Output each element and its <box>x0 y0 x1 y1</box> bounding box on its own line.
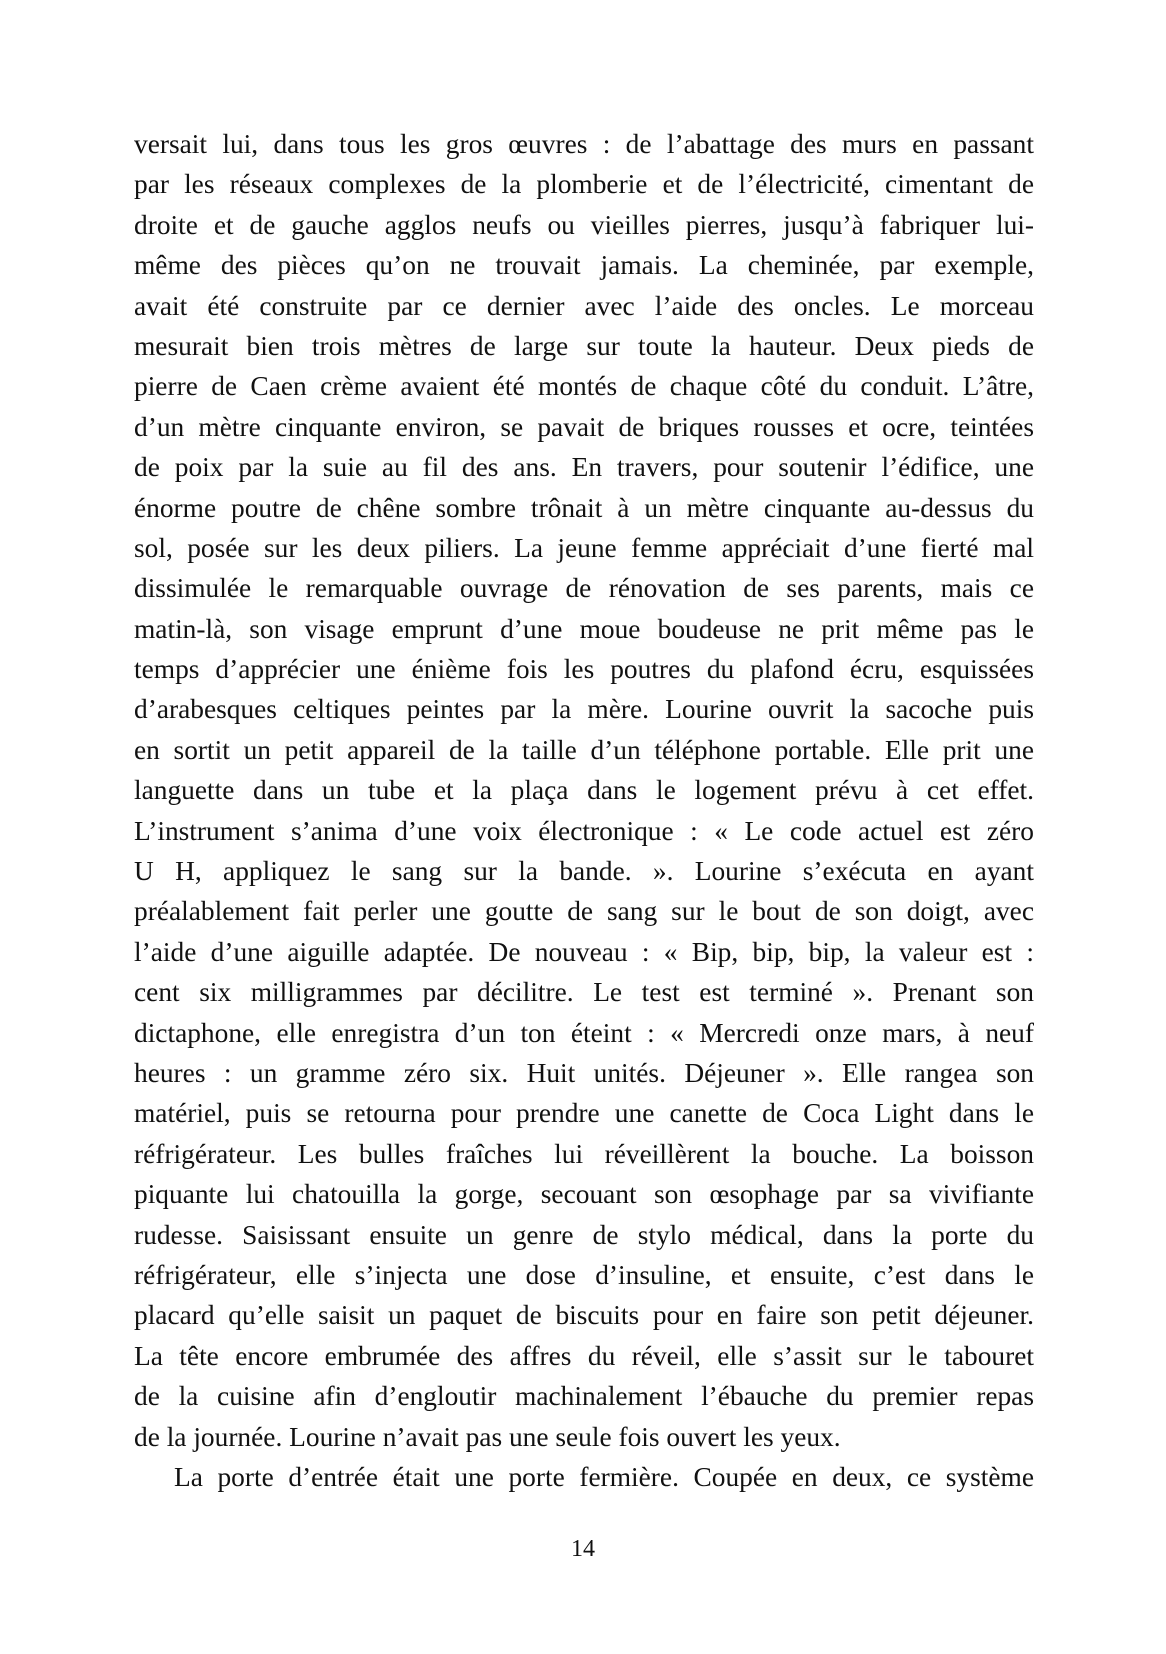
text-line: matin-là, son visage emprunt d’une moue boudeuse ne prit même pas le <box>134 613 1034 644</box>
text-line: U H, appliquez le sang sur la bande. ». Lourine s’exécuta en ayant <box>134 856 1034 887</box>
text-line: préalablement fait perler une goutte de sang sur le bout de son doigt, avec <box>134 896 1034 927</box>
text-line-paragraph-start: La porte d’entrée était une porte fermière. Coupée en deux, ce système <box>174 1461 1034 1492</box>
text-line: rudesse. Saisissant ensuite un genre de stylo médical, dans la porte du <box>134 1219 1034 1250</box>
text-line: même des pièces qu’on ne trouvait jamais. La cheminée, par exemple, <box>134 250 1034 281</box>
text-line: droite et de gauche agglos neufs ou vieilles pierres, jusqu’à fabriquer lui- <box>134 209 1034 240</box>
text-line: piquante lui chatouilla la gorge, secouant son œsophage par sa vivifiante <box>134 1179 1034 1210</box>
text-line: réfrigérateur. Les bulles fraîches lui réveillèrent la bouche. La boisson <box>134 1138 1034 1169</box>
text-line: d’un mètre cinquante environ, se pavait de briques rousses et ocre, teintées <box>134 411 1034 442</box>
text-line: languette dans un tube et la plaça dans le logement prévu à cet effet. <box>134 775 1034 806</box>
text-line: dissimulée le remarquable ouvrage de rénovation de ses parents, mais ce <box>134 573 1034 604</box>
text-line: L’instrument s’anima d’une voix électronique : « Le code actuel est zéro <box>134 815 1034 846</box>
text-line: avait été construite par ce dernier avec l’aide des oncles. Le morceau <box>134 290 1034 321</box>
text-line: d’arabesques celtiques peintes par la mère. Lourine ouvrit la sacoche puis <box>134 694 1034 725</box>
text-line-paragraph-end: de la journée. Lourine n’avait pas une seule fois ouvert les yeux. <box>134 1421 841 1452</box>
body-text <box>134 124 1034 1497</box>
text-line: La tête encore embrumée des affres du réveil, elle s’assit sur le tabouret <box>134 1340 1034 1371</box>
text-line: placard qu’elle saisit un paquet de biscuits pour en faire son petit déjeuner. <box>134 1300 1034 1331</box>
text-line: en sortit un petit appareil de la taille d’un téléphone portable. Elle prit une <box>134 734 1034 765</box>
text-line: matériel, puis se retourna pour prendre une canette de Coca Light dans le <box>134 1098 1034 1129</box>
text-line: énorme poutre de chêne sombre trônait à un mètre cinquante au-dessus du <box>134 492 1034 523</box>
text-line: par les réseaux complexes de la plomberie et de l’électricité, cimentant de <box>134 169 1034 200</box>
text-line: heures : un gramme zéro six. Huit unités. Déjeuner ». Elle rangea son <box>134 1057 1034 1088</box>
text-line: dictaphone, elle enregistra d’un ton éteint : « Mercredi onze mars, à neuf <box>134 1017 1034 1048</box>
page-number: 14 <box>571 1536 595 1562</box>
text-line: réfrigérateur, elle s’injecta une dose d’insuline, et ensuite, c’est dans le <box>134 1259 1034 1290</box>
text-line: l’aide d’une aiguille adaptée. De nouveau : « Bip, bip, bip, la valeur est : <box>134 936 1034 967</box>
text-line: cent six milligrammes par décilitre. Le test est terminé ». Prenant son <box>134 977 1034 1008</box>
text-line: pierre de Caen crème avaient été montés de chaque côté du conduit. L’âtre, <box>134 371 1034 402</box>
text-line: temps d’apprécier une énième fois les poutres du plafond écru, esquissées <box>134 654 1034 685</box>
text-line: sol, posée sur les deux piliers. La jeune femme appréciait d’une fierté mal <box>134 532 1034 563</box>
text-line: de poix par la suie au fil des ans. En travers, pour soutenir l’édifice, une <box>134 452 1034 483</box>
text-line: versait lui, dans tous les gros œuvres : de l’abattage des murs en passant <box>134 129 1034 159</box>
text-line: mesurait bien trois mètres de large sur toute la hauteur. Deux pieds de <box>134 330 1034 361</box>
text-line: de la cuisine afin d’engloutir machinalement l’ébauche du premier repas <box>134 1381 1034 1412</box>
